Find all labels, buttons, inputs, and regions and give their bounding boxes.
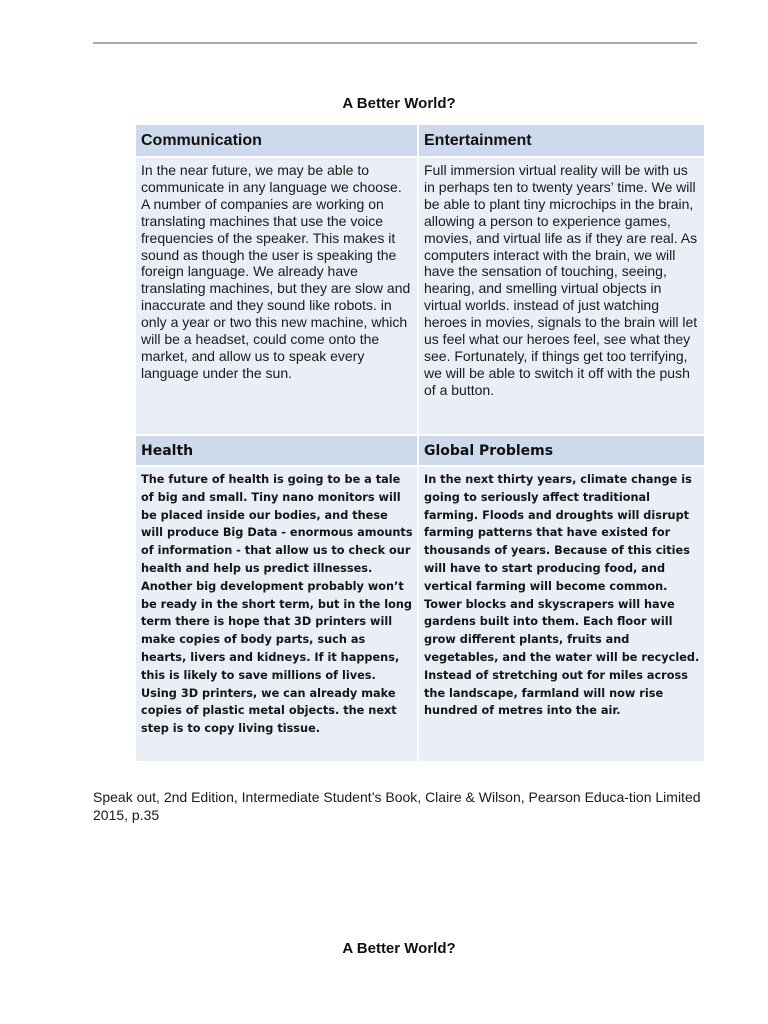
- communication-text: In the near future, we may be able to communicate in any language we choose. A number of companies are working on translating machines that use the voice frequencies of the speaker. This makes it sound as though the user is speaking the foreign language. We already have translating machines, but they are slow and inaccurate and they sound like robots. in only a year or two this new machine, which will be a headset, could come onto the market, and allow us to speak every language under the sun.: [136, 158, 417, 434]
- entertainment-text: Full immersion virtual reality will be with us in perhaps ten to twenty years’ time. We will be able to plant tiny microchips in the brain, allowing a person to experience games, movies, and virtual life as if they are real. As computers interact with the brain, we will have the sensation of touching, seeing, hearing, and smelling virtual objects in virtual worlds. instead of just watching heroes in movies, signals to the brain will let us feel what our heroes feel, see what they see. Fortunately, if things get too terrifying, we will be able to switch it off with the push of a button.: [419, 158, 704, 434]
- topics-table: [136, 125, 704, 761]
- health-heading: Health: [136, 436, 417, 465]
- entertainment-heading: Entertainment: [419, 125, 704, 156]
- page-title: A Better World?: [342, 95, 456, 112]
- page-title-repeat: A Better World?: [342, 940, 456, 957]
- header-rule: [93, 42, 697, 44]
- global-problems-text: In the next thirty years, climate change is going to seriously affect traditional farming. Floods and droughts will disrupt farming patterns that have existed for thousands of years. Because of this cities will have to start producing food, and vertical farming will become common. Tower blocks and skyscrapers will have gardens built into them. Each floor will grow different plants, fruits and vegetables, and the water will be recycled. Instead of stretching out for miles across the landscape, farmland will now rise hundred of metres into the air.: [419, 467, 704, 761]
- communication-heading: Communication: [136, 125, 417, 156]
- global-problems-heading: Global Problems: [419, 436, 704, 465]
- source-citation: Speak out, 2nd Edition, Intermediate Student’s Book, Claire & Wilson, Pearson Educa-tion Limited 2015, p.35: [93, 789, 701, 823]
- health-text: The future of health is going to be a tale of big and small. Tiny nano monitors will be placed inside our bodies, and these will produce Big Data - enormous amounts of information - that allow us to check our health and help us predict illnesses. Another big development probably won’t be ready in the short term, but in the long term there is hope that 3D printers will make copies of body parts, such as hearts, livers and kidneys. If it happens, this is likely to save millions of lives. Using 3D printers, we can already make copies of plastic metal objects. the next step is to copy living tissue.: [136, 467, 417, 761]
